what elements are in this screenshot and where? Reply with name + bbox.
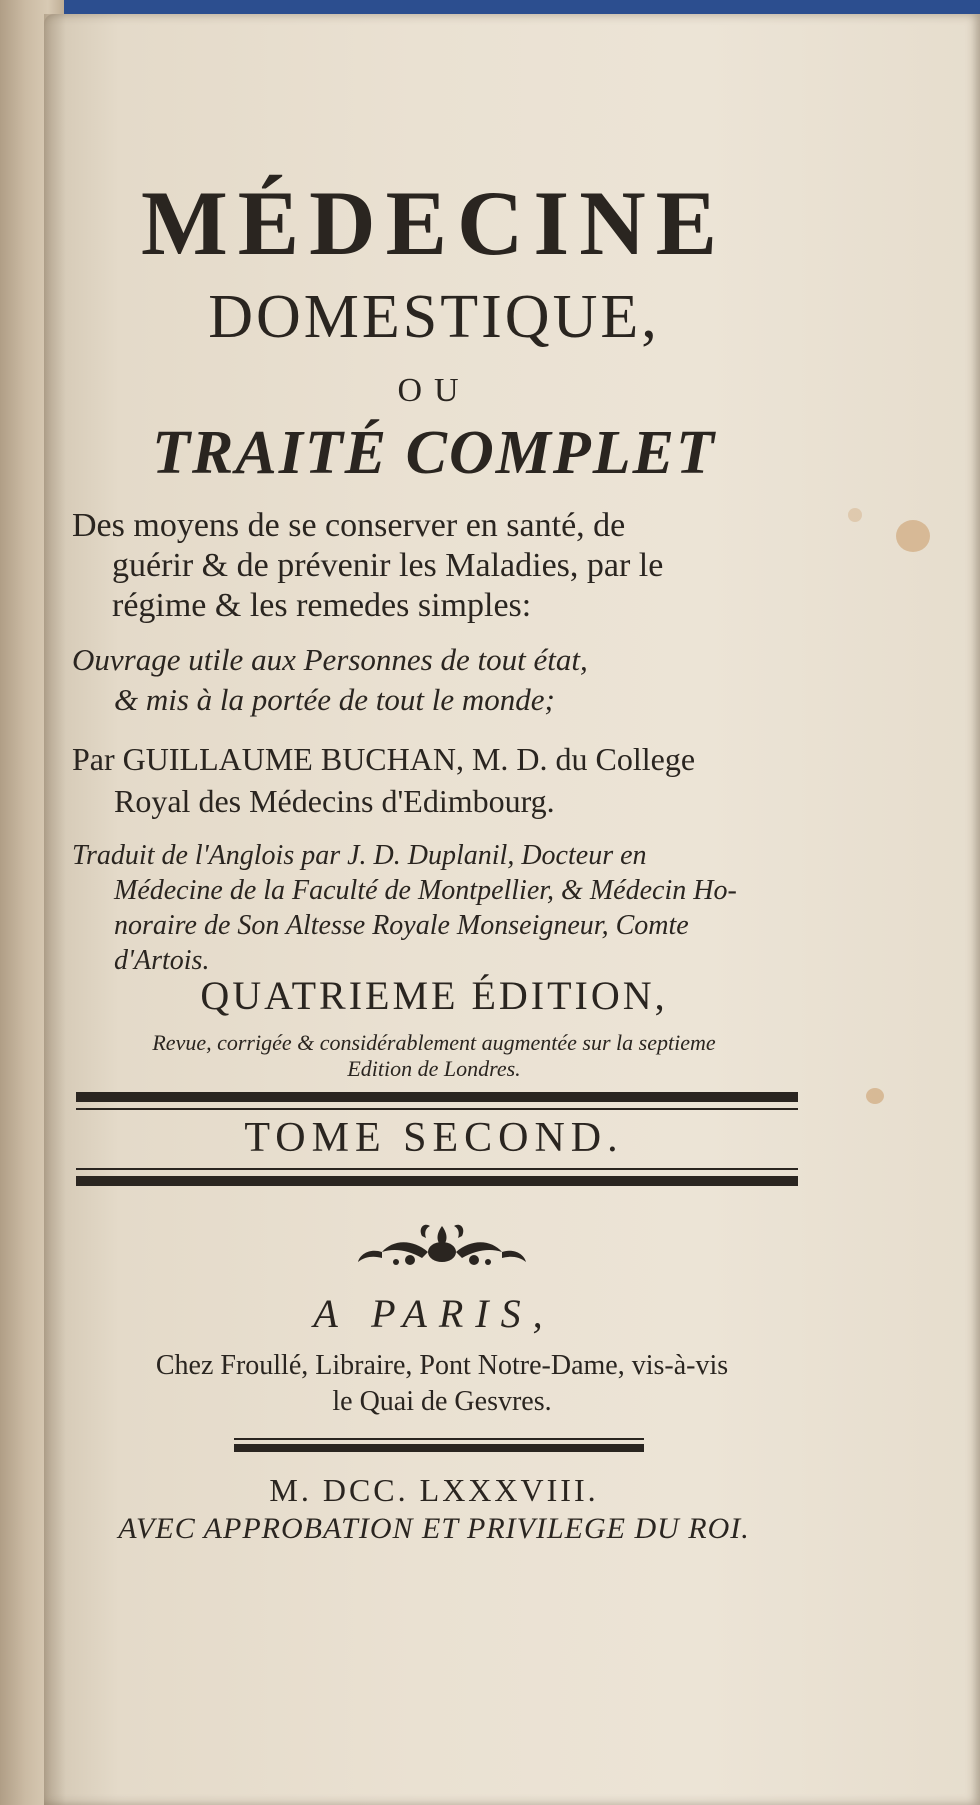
- thick-rule: [234, 1444, 644, 1452]
- thick-rule: [76, 1176, 798, 1186]
- description-line: Des moyens de se conserver en santé, de: [72, 507, 626, 544]
- edition-note-line: Revue, corrigée & considérablement augmentée sur la septieme: [152, 1030, 716, 1055]
- publisher-block: [72, 1348, 812, 1420]
- title-ou: OU: [397, 372, 471, 409]
- purpose-line: Ouvrage utile aux Personnes de tout état,: [72, 642, 588, 677]
- thin-rule: [76, 1108, 798, 1110]
- title-medecine: MÉDECINE: [140, 172, 728, 274]
- thin-rule: [76, 1168, 798, 1170]
- purpose-block: [72, 640, 812, 720]
- description-block: [72, 506, 812, 626]
- imprint-city: A PARIS,: [313, 1291, 555, 1336]
- translator-line: Traduit de l'Anglois par J. D. Duplanil, Docteur en: [72, 840, 647, 871]
- edition-note: [44, 1030, 824, 1082]
- edition-note-line: Edition de Londres.: [347, 1056, 521, 1081]
- foxing-stain: [848, 508, 862, 522]
- title-traite-complet: TRAITÉ COMPLET: [152, 419, 716, 487]
- translator-line: Médecine de la Faculté de Montpellier, & Médecin Ho-: [114, 875, 737, 906]
- description-line: régime & les remedes simples:: [112, 587, 532, 624]
- purpose-line: & mis à la portée de tout le monde;: [114, 682, 555, 717]
- publisher-line: Chez Froullé, Libraire, Pont Notre-Dame, vis-à-vis: [155, 1350, 729, 1381]
- volume-label: TOME SECOND.: [244, 1115, 624, 1161]
- translator-block: [72, 838, 812, 978]
- edition-title: QUATRIEME ÉDITION,: [200, 973, 668, 1018]
- title-domestique: DOMESTIQUE,: [208, 283, 660, 351]
- translator-line: d'Artois.: [114, 945, 210, 976]
- author-line: Par GUILLAUME BUCHAN, M. D. du College: [72, 741, 696, 777]
- fleuron-ornament-icon: [352, 1218, 532, 1274]
- publisher-line: le Quai de Gesvres.: [332, 1386, 552, 1417]
- foxing-stain: [896, 520, 930, 552]
- foxing-stain: [866, 1088, 884, 1104]
- author-line: Royal des Médecins d'Edimbourg.: [114, 783, 555, 819]
- thin-rule: [234, 1438, 644, 1440]
- translator-line: noraire de Son Altesse Royale Monseigneur, Comte: [114, 910, 689, 941]
- imprint-privilege: AVEC APPROBATION ET PRIVILEGE DU ROI.: [118, 1512, 750, 1545]
- description-line: guérir & de prévenir les Maladies, par le: [112, 547, 664, 584]
- thick-rule: [76, 1092, 798, 1102]
- imprint-year: M. DCC. LXXXVIII.: [269, 1472, 599, 1508]
- author-block: [72, 738, 812, 822]
